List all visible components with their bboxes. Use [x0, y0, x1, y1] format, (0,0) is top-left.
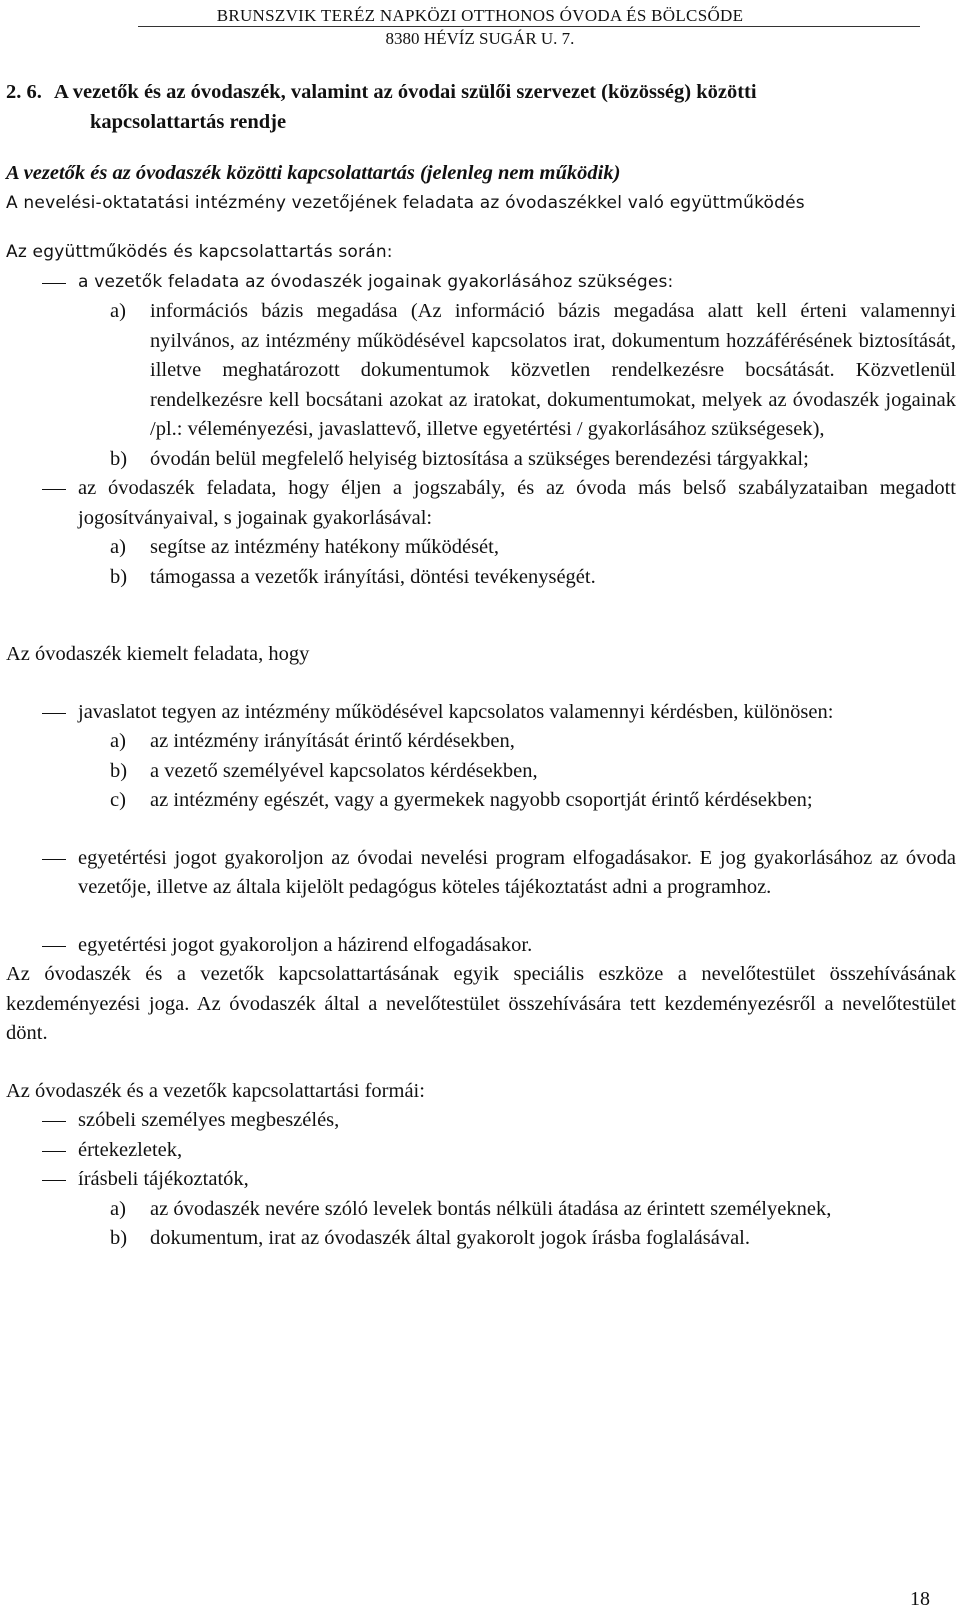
section3-dash: értekezletek,: [6, 1136, 956, 1166]
item-text: az intézmény egészét, vagy a gyermekek nagyobb csoportját érintő kérdésekben;: [150, 789, 813, 811]
section3-title: Az óvodaszék és a vezetők kapcsolattartási formái:: [6, 1079, 425, 1102]
section2-title: Az óvodaszék kiemelt feladata, hogy: [6, 643, 310, 665]
page-header: [0, 4, 960, 50]
item-text: információs bázis megadása (Az információ bázis megadása alatt kell érteni valamennyi nyilvános, az intézmény működésével kapcsolatos irat, dokumentum hozzáférésének biztosítását, illetve meghatározott dokumentumok közvetlen rendelkezésre bocsátását. Közvetlenül rendelkezésre kell bocsátani azokat az iratokat, dokumentumokat, melyek az óvodaszék jogainak /pl.: véleményezési, javaslattevő, illetve egyetértési / gyakorlásához szükségesek),: [150, 300, 956, 440]
list-item: [6, 786, 956, 816]
section-title-line2: kapcsolattartás rendje: [90, 110, 287, 133]
header-address: 8380 HÉVÍZ SUGÁR U. 7.: [385, 29, 575, 48]
list-item: [6, 445, 956, 475]
subheading: A vezetők és az óvodaszék közötti kapcsolattartás (jelenleg nem működik): [6, 162, 621, 184]
item-text: az óvodaszék nevére szóló levelek bontás nélküli átadása az érintett személyeknek,: [150, 1197, 832, 1220]
item-label: a): [110, 730, 126, 752]
item-label: b): [110, 759, 128, 782]
item-label: b): [110, 447, 128, 470]
intro-line: A nevelési-oktatatási intézmény vezetőjének feladata az óvodaszékkel való együttműködés: [6, 192, 805, 213]
document-body: [6, 78, 956, 1254]
item-label: a): [110, 1197, 126, 1220]
item-text: segítse az intézmény hatékony működését,: [150, 536, 499, 558]
section-number: 2. 6.: [6, 81, 42, 103]
item-text: dokumentum, irat az óvodaszék által gyakorolt jogok írásba foglalásával.: [150, 1227, 751, 1249]
section2-dash1: javaslatot tegyen az intézmény működésével kapcsolatos valamennyi kérdésben, különösen:: [6, 698, 956, 728]
item-text: a vezető személyével kapcsolatos kérdésekben,: [150, 759, 538, 782]
section-title-line1: A vezetők és az óvodaszék, valamint az óvodai szülői szervezet (közösség) közötti: [54, 81, 757, 103]
header-divider: [138, 26, 920, 27]
section3-dash: szóbeli személyes megbeszélés,: [6, 1106, 956, 1136]
header-institution-name: BRUNSZVIK TERÉZ NAPKÖZI OTTHONOS ÓVODA ÉS BÖLCSŐDE: [216, 6, 744, 25]
item-label: b): [110, 1227, 128, 1249]
list-item: [6, 757, 956, 787]
section1-title: Az együttműködés és kapcsolattartás során:: [6, 242, 393, 262]
item-label: c): [110, 789, 126, 811]
list-item: [6, 1195, 956, 1225]
item-label: a): [110, 536, 126, 558]
item-text: óvodán belül megfelelő helyiség biztosítása a szükséges berendezési tárgyakkal;: [150, 447, 809, 470]
section3-dash: írásbeli tájékoztatók,: [6, 1165, 956, 1195]
list-item: [6, 1224, 956, 1254]
section2-dash2: egyetértési jogot gyakoroljon az óvodai nevelési program elfogadásakor. E jog gyakorlásához az óvoda vezetője, illetve az általa kijelölt pedagógus köteles tájékoztatást adni a programhoz.: [6, 844, 956, 903]
section1-dash1: a vezetők feladata az óvodaszék jogainak gyakorlásához szükséges:: [6, 268, 956, 298]
list-item: [6, 563, 956, 593]
section-heading: [6, 78, 956, 137]
item-text: az intézmény irányítását érintő kérdésekben,: [150, 730, 515, 752]
item-label: b): [110, 565, 128, 588]
item-label: a): [110, 300, 126, 322]
section2-dash3: egyetértési jogot gyakoroljon a házirend elfogadásakor.: [6, 931, 956, 961]
section1-dash2: az óvodaszék feladata, hogy éljen a jogszabály, és az óvoda más belső szabályzataiban megadott jogosítványaival, s jogainak gyakorlásával:: [6, 474, 956, 533]
page-number: 18: [910, 1588, 930, 1610]
list-item: [6, 727, 956, 757]
section2-paragraph: Az óvodaszék és a vezetők kapcsolattartásának egyik speciális eszköze a nevelőtestület összehívásának kezdeményezési joga. Az óvodaszék által a nevelőtestület összehívására tett kezdeményezésről a nevelőtestület dönt.: [6, 963, 956, 1044]
list-item: [6, 297, 956, 445]
list-item: [6, 533, 956, 563]
item-text: támogassa a vezetők irányítási, döntési tevékenységét.: [150, 565, 596, 588]
